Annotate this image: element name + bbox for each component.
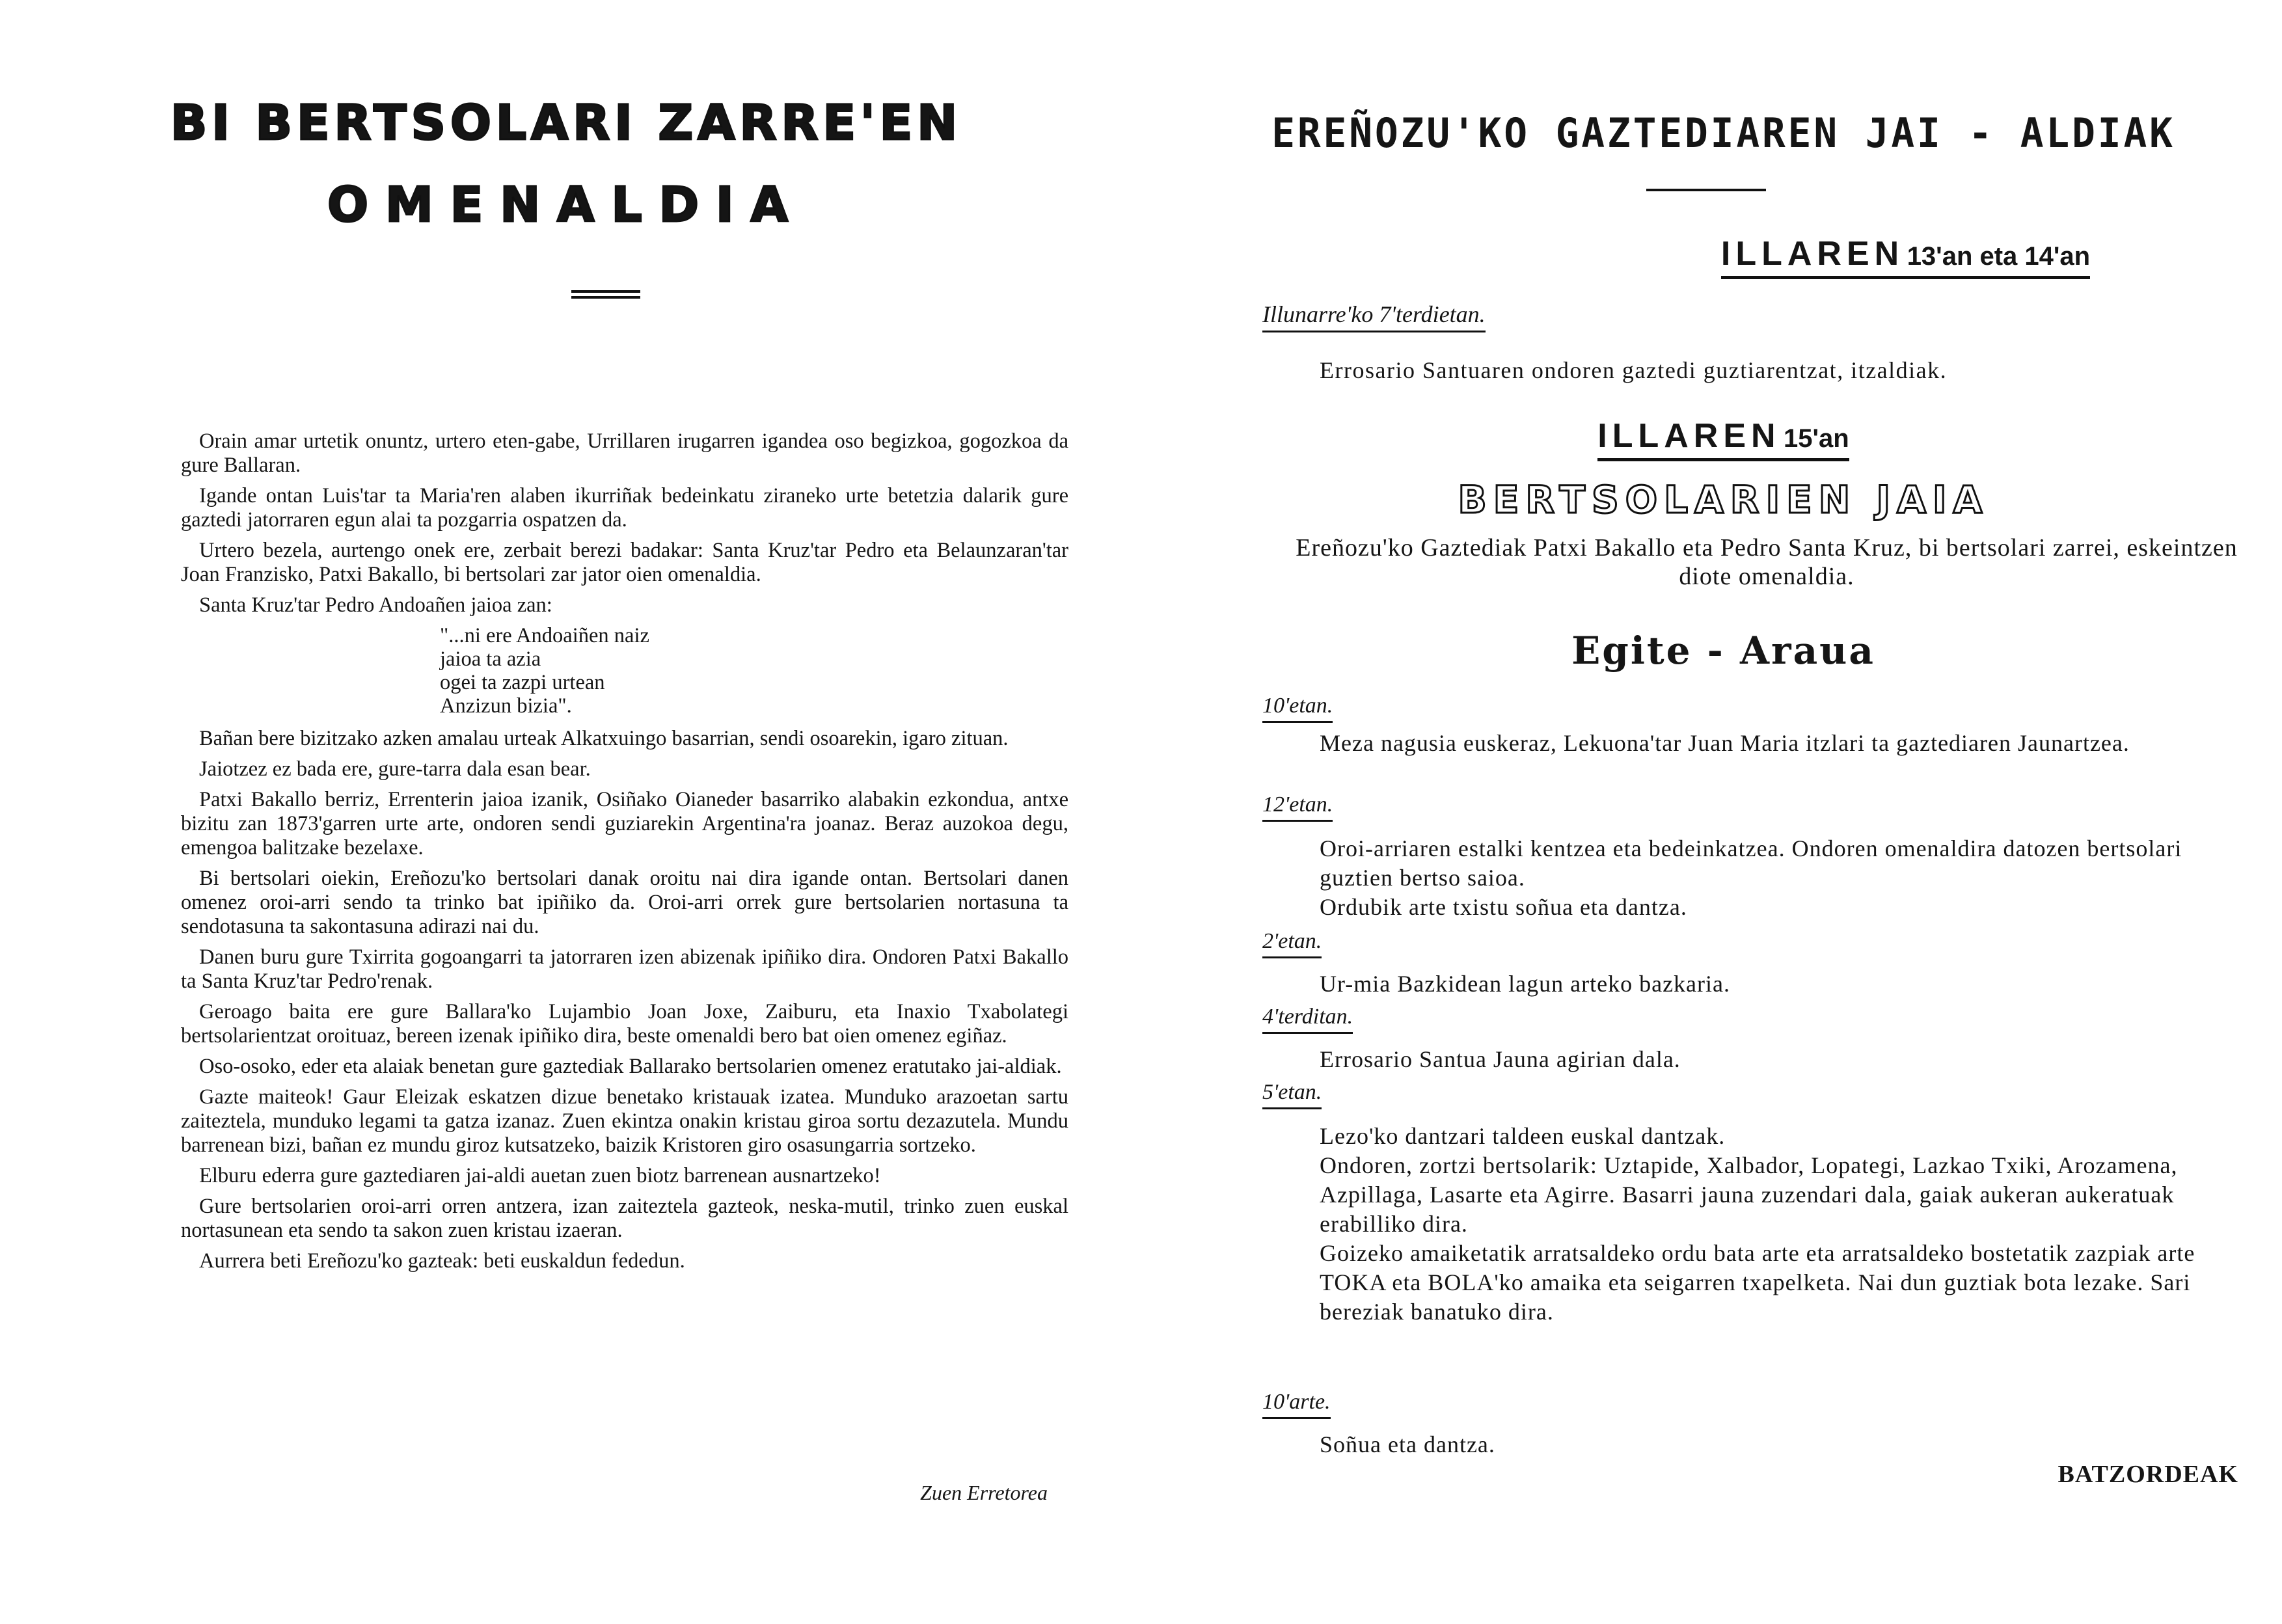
- title-divider: [571, 290, 640, 299]
- intro-text: Ereñozu'ko Gaztediak Patxi Bakallo eta Pedro Santa Kruz, bi bertsolari zarrei, eskeintzen diote omenaldia.: [1296, 534, 2238, 590]
- paragraph: Santa Kruz'tar Pedro Andoañen jaioa zan:: [199, 593, 552, 617]
- evening-text: Errosario Santuaren ondoren gaztedi guztiarentzat, itzaldiak.: [1320, 357, 1948, 383]
- schedule-time: 4'terditan.: [1262, 1005, 1353, 1034]
- paragraph: Gure bertsolarien oroi-arri orren antzera, izan zaiteztela gazteok, neska-mutil, trinko zuen euskal nortasunean eta sendo ta sakon zuen kristau izaeran.: [181, 1195, 1068, 1242]
- schedule-item: Oroi-arriaren estalki kentzea eta bedeinkatzea. Ondoren omenaldira datozen bertsolari guztien bertso saioa. Ordubik arte txistu soñua eta dantza.: [1320, 835, 2182, 920]
- paragraph: Bañan bere bizitzako azken amalau urteak Alkatxuingo basarrian, sendi osoarekin, igaro zituan.: [199, 727, 1009, 750]
- date-heading-1: [1347, 234, 2282, 279]
- paragraph: Orain amar urtetik onuntz, urtero eten-gabe, Urrillaren irugarren igandea oso begizkoa, gogozkoa da gure Ballaran.: [181, 429, 1068, 477]
- schedule-time: 2'etan.: [1262, 929, 1322, 958]
- poem-line: "...ni ere Andoaiñen naiz: [440, 624, 649, 647]
- date-day: 15'an: [1784, 424, 1849, 453]
- date-month: ILLAREN: [1597, 417, 1781, 455]
- date-heading-2: [1165, 416, 2282, 461]
- committee-signature: BATZORDEAK: [2058, 1461, 2238, 1488]
- poem-line: Anzizun bizia".: [440, 694, 572, 718]
- paragraph: Danen buru gure Txirrita gogoangarri ta jatorraren izen abizenak ipiñiko dira. Ondoren Patxi Bakallo ta Santa Kruz'tar Pedro'renak.: [181, 945, 1068, 993]
- paragraph: Jaiotzez ez bada ere, gure-tarra dala esan bear.: [199, 757, 591, 781]
- schedule-time: 5'etan.: [1262, 1080, 1322, 1109]
- paragraph: Igande ontan Luis'tar ta Maria'ren alaben ikurriñak bedeinkatu ziraneko urte betetzia dalarik gure gaztedi jatorraren egun alai ta pozgarria ospatzen da.: [181, 484, 1068, 532]
- program-title: Egite - Araua: [1571, 629, 1875, 673]
- schedule-time: 10'etan.: [1262, 694, 1333, 723]
- left-title-line-1: BI BERTSOLARI ZARRE'EN: [170, 95, 962, 151]
- paragraph: Elburu ederra gure gaztediaren jai-aldi auetan zuen biotz barrenean ausnartzeko!: [199, 1164, 881, 1187]
- paragraph: Geroago baita ere gure Ballara'ko Lujambio Joan Joxe, Zaiburu, eta Inaxio Txabolategi bertsolarientzat oroituaz, bereen izenak ipiñiko dira, beste omenaldi bero bat oien omenez egiñaz.: [181, 1000, 1068, 1048]
- poem-line: ogei ta zazpi urtean: [440, 671, 605, 694]
- title-rule: [1646, 189, 1766, 191]
- paragraph: Bi bertsolari oiekin, Ereñozu'ko bertsolari danak oroitu nai dira igande ontan. Bertsolari danen omenez oroi-arri sendo ta trinko bat ipiñiko da. Oroi-arri orrek gure bertsolarien nortasuna ta sendotasuna ta sakontasuna adirazi nai du.: [181, 867, 1068, 938]
- date-month: ILLAREN: [1720, 235, 1905, 273]
- paragraph: Aurrera beti Ereñozu'ko gazteak: beti euskaldun fededun.: [199, 1249, 685, 1273]
- poem-verse: [181, 624, 1068, 718]
- evening-time-label: Illunarre'ko 7'terdietan.: [1262, 301, 1486, 332]
- schedule-item: Meza nagusia euskeraz, Lekuona'tar Juan Maria itzlari ta gaztediaren Jaunartzea.: [1320, 730, 2130, 756]
- paragraph: Patxi Bakallo berriz, Errenterin jaioa izanik, Osiñako Oianeder basarriko alabakin ezkondua, antxe bizitu zan 1873'garren urte arte, ondoren sendi guziarekin Argentina'ra joanaz. Beraz auzokoa degu, emengoa balitzake bezelaxe.: [181, 788, 1068, 859]
- left-page: [0, 0, 1132, 1624]
- left-signature: Zuen Erretorea: [920, 1481, 1048, 1504]
- right-title: EREÑOZU'KO GAZTEDIAREN JAI - ALDIAK: [1271, 109, 2175, 157]
- paragraph: Urtero bezela, aurtengo onek ere, zerbait berezi badakar: Santa Kruz'tar Pedro eta Belaunzaran'tar Joan Franzisko, Patxi Bakallo, bi bertsolari zar jator oien omenaldia.: [181, 539, 1068, 586]
- schedule-item: Ur-mia Bazkidean lagun arteko bazkaria.: [1320, 971, 1730, 997]
- poem-line: jaioa ta azia: [440, 647, 541, 671]
- schedule-item: Lezo'ko dantzari taldeen euskal dantzak. Ondoren, zortzi bertsolarik: Uztapide, Xalbador, Lopategi, Lazkao Txiki, Arozamena, Azpillaga, Lasarte eta Agirre. Basarri jauna zuzendari dala, gaiak aukeran aukeratuak erabilliko dira. Goizeko amaiketatik arratsaldeko ordu bata arte eta arratsaldeko bostetatik zazpiak arte TOKA eta BOLA'ko amaika eta seigarren txapelketa. Nai dun guztiak bota lezake. Sari bereziak banatuko dira.: [1320, 1123, 2195, 1325]
- schedule-time: 12'etan.: [1262, 792, 1333, 822]
- festival-title: BERTSOLARIEN JAIA: [1458, 478, 1989, 522]
- paragraph: Oso-osoko, eder eta alaiak benetan gure gaztediak Ballarako bertsolarien omenez eratutako jai-aldiak.: [199, 1055, 1062, 1078]
- left-title-line-2: OMENALDIA: [327, 177, 805, 233]
- paragraph: Gazte maiteok! Gaur Eleizak eskatzen dizue benetako kristauak izatea. Munduko arazoetan sartu zaiteztela, munduko legami ta gatza izanaz. Zuen ekintza onakin kristau giroa sortu dezazutela. Mundu barrenean bizi, bañan ez mundu giroz kutsatzeko, baizik Kristoren giro osasungarria sortzeko.: [181, 1085, 1068, 1157]
- schedule-time: 10'arte.: [1262, 1390, 1331, 1419]
- article-body: [181, 429, 1068, 1280]
- schedule-item: Errosario Santua Jauna agirian dala.: [1320, 1046, 1681, 1072]
- schedule-item: Soñua eta dantza.: [1320, 1431, 1495, 1457]
- date-days: 13'an eta 14'an: [1907, 242, 2091, 271]
- right-page: [1165, 0, 2282, 1624]
